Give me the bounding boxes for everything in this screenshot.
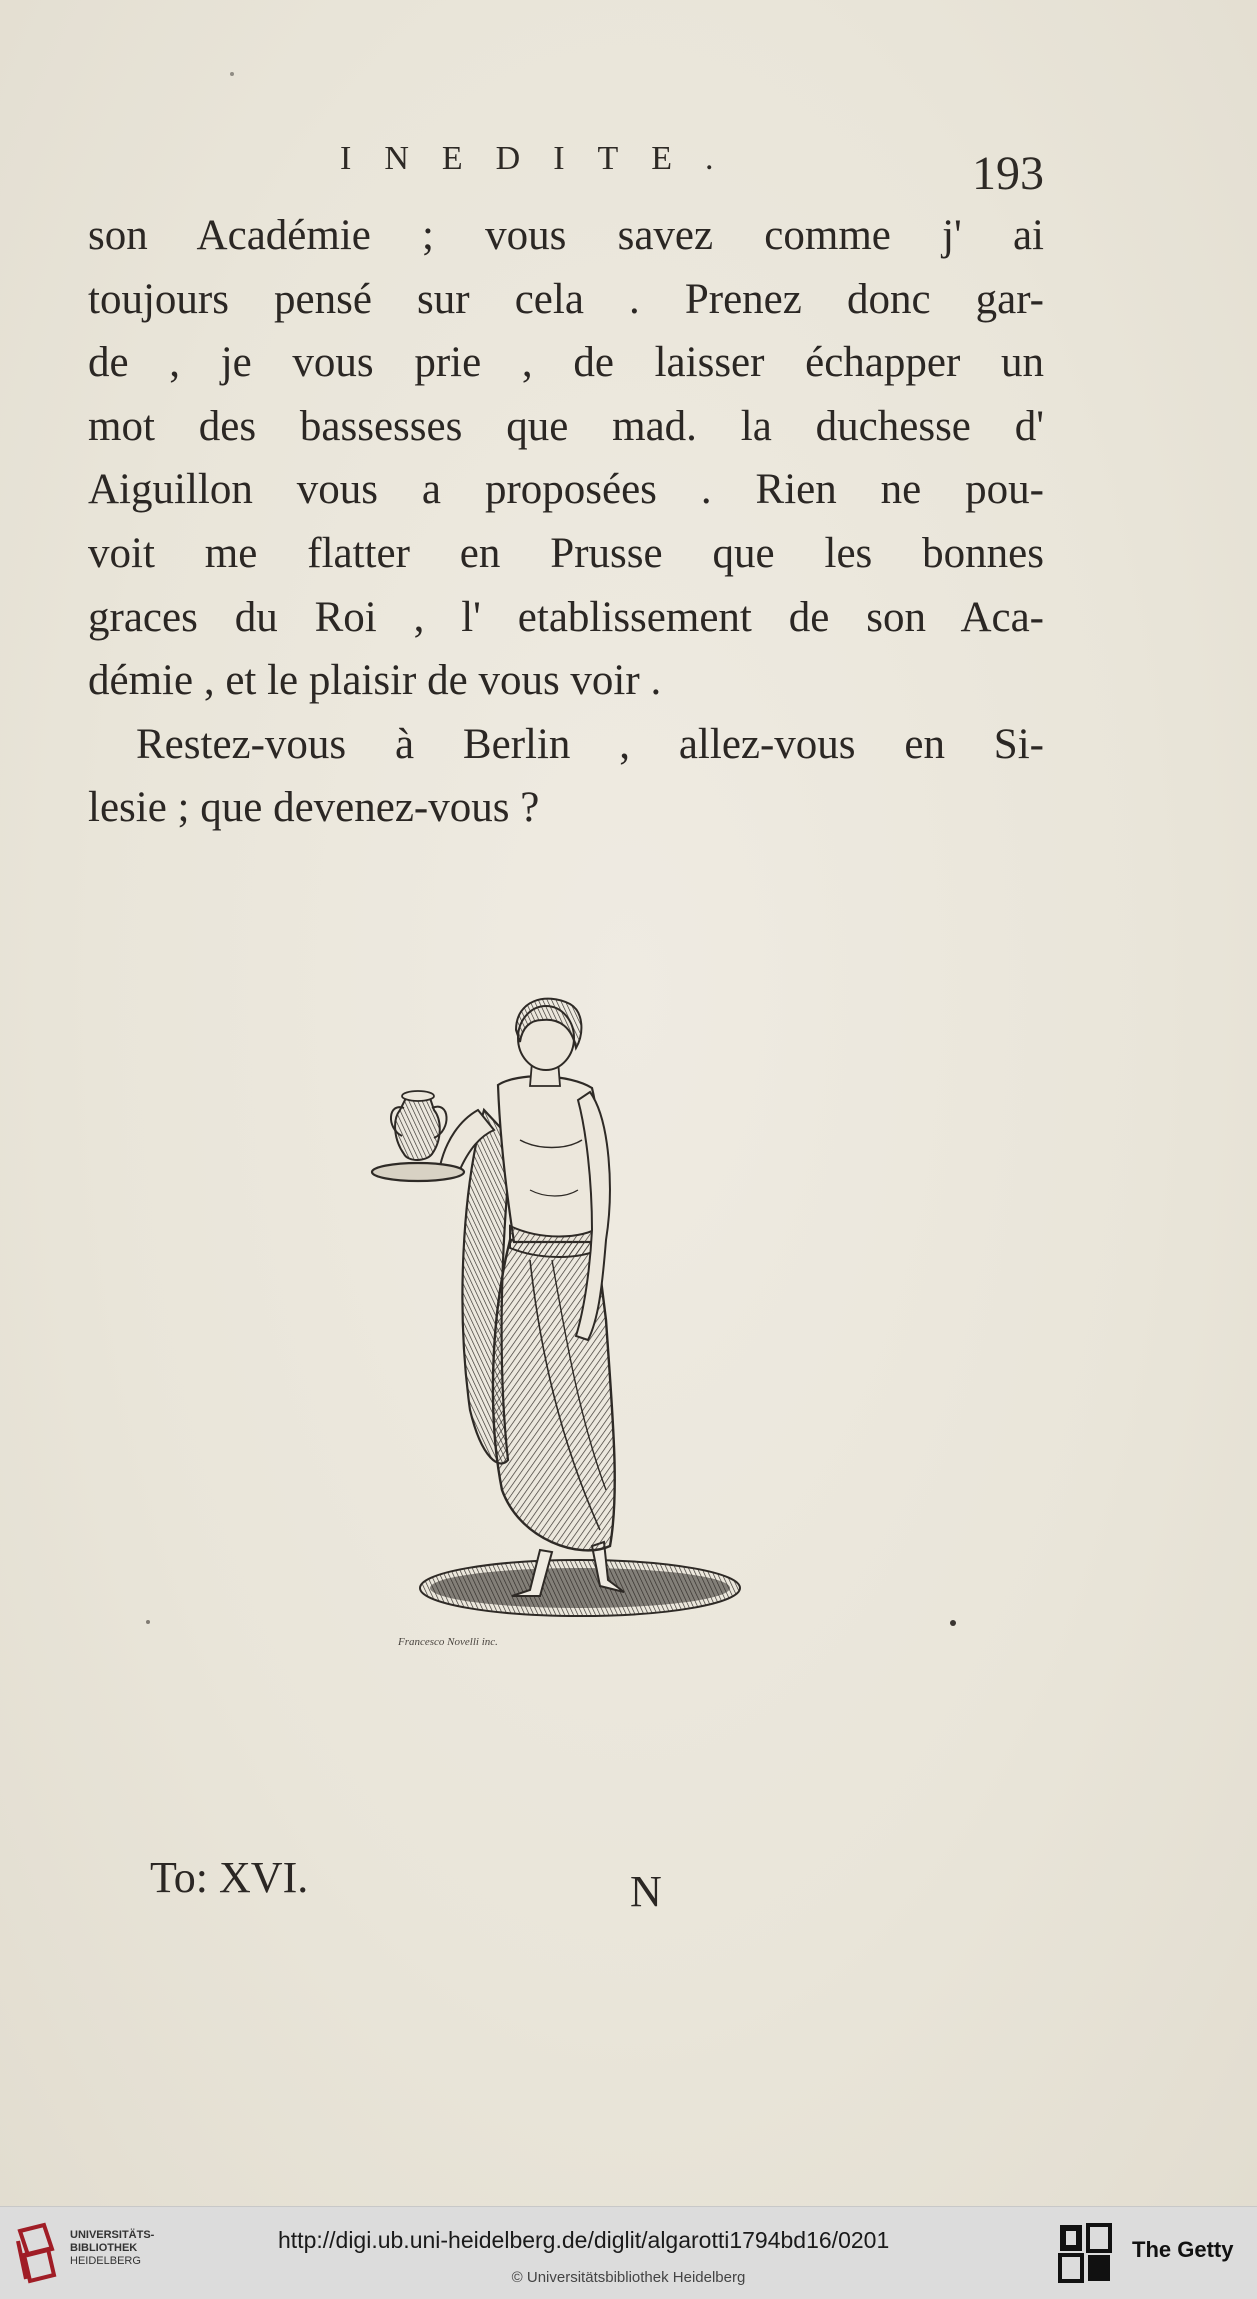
copyright-notice: © Universitätsbibliothek Heidelberg [511, 2269, 746, 2286]
text-line-7: graces du Roi , l' etablissement de son Aca- [88, 593, 1044, 641]
text-line-2: toujours pensé sur cela . Prenez donc gar- [88, 275, 1044, 323]
text-line-5: Aiguillon vous a proposées . Rien ne pou- [88, 466, 1044, 514]
text-line-9: Restez-vous à Berlin , allez-vous en Si- [136, 720, 1044, 768]
paper-speck [146, 1620, 150, 1624]
partner-name: The Getty [1132, 2237, 1234, 2262]
running-head: INEDITE. [340, 140, 747, 177]
text-line-8: démie , et le plaisir de vous voir . [88, 657, 662, 705]
library-name-line-1: UNIVERSITÄTS- [70, 2229, 155, 2241]
paper-speck [950, 1620, 956, 1626]
footer-bar [0, 2206, 1257, 2299]
engraving-figure [370, 990, 770, 1630]
university-library-name [70, 2229, 154, 2268]
text-line-10: lesie ; que devenez-vous ? [88, 784, 540, 832]
library-name-line-2: BIBLIOTHEK [70, 2242, 138, 2254]
text-line-3: de , je vous prie , de laisser échapper un [88, 339, 1044, 387]
text-line-4: mot des bassesses que mad. la duchesse d' [88, 402, 1044, 450]
engraver-signature: Francesco Novelli inc. [398, 1636, 498, 1648]
volume-mark: To: XVI. [150, 1853, 309, 1902]
signature-mark: N [630, 1867, 662, 1916]
text-line-6: voit me flatter en Prusse que les bonnes [88, 529, 1044, 577]
paper-speck [230, 72, 234, 76]
getty-logo-icon [1058, 2223, 1112, 2283]
permalink-url[interactable]: http://digi.ub.uni-heidelberg.de/diglit/algarotti1794bd16/0201 [278, 2227, 890, 2253]
library-name-line-3: HEIDELBERG [70, 2255, 141, 2267]
page-number: 193 [972, 147, 1044, 200]
text-line-1: son Académie ; vous savez comme j' ai [88, 212, 1044, 259]
body-text [88, 204, 1044, 840]
